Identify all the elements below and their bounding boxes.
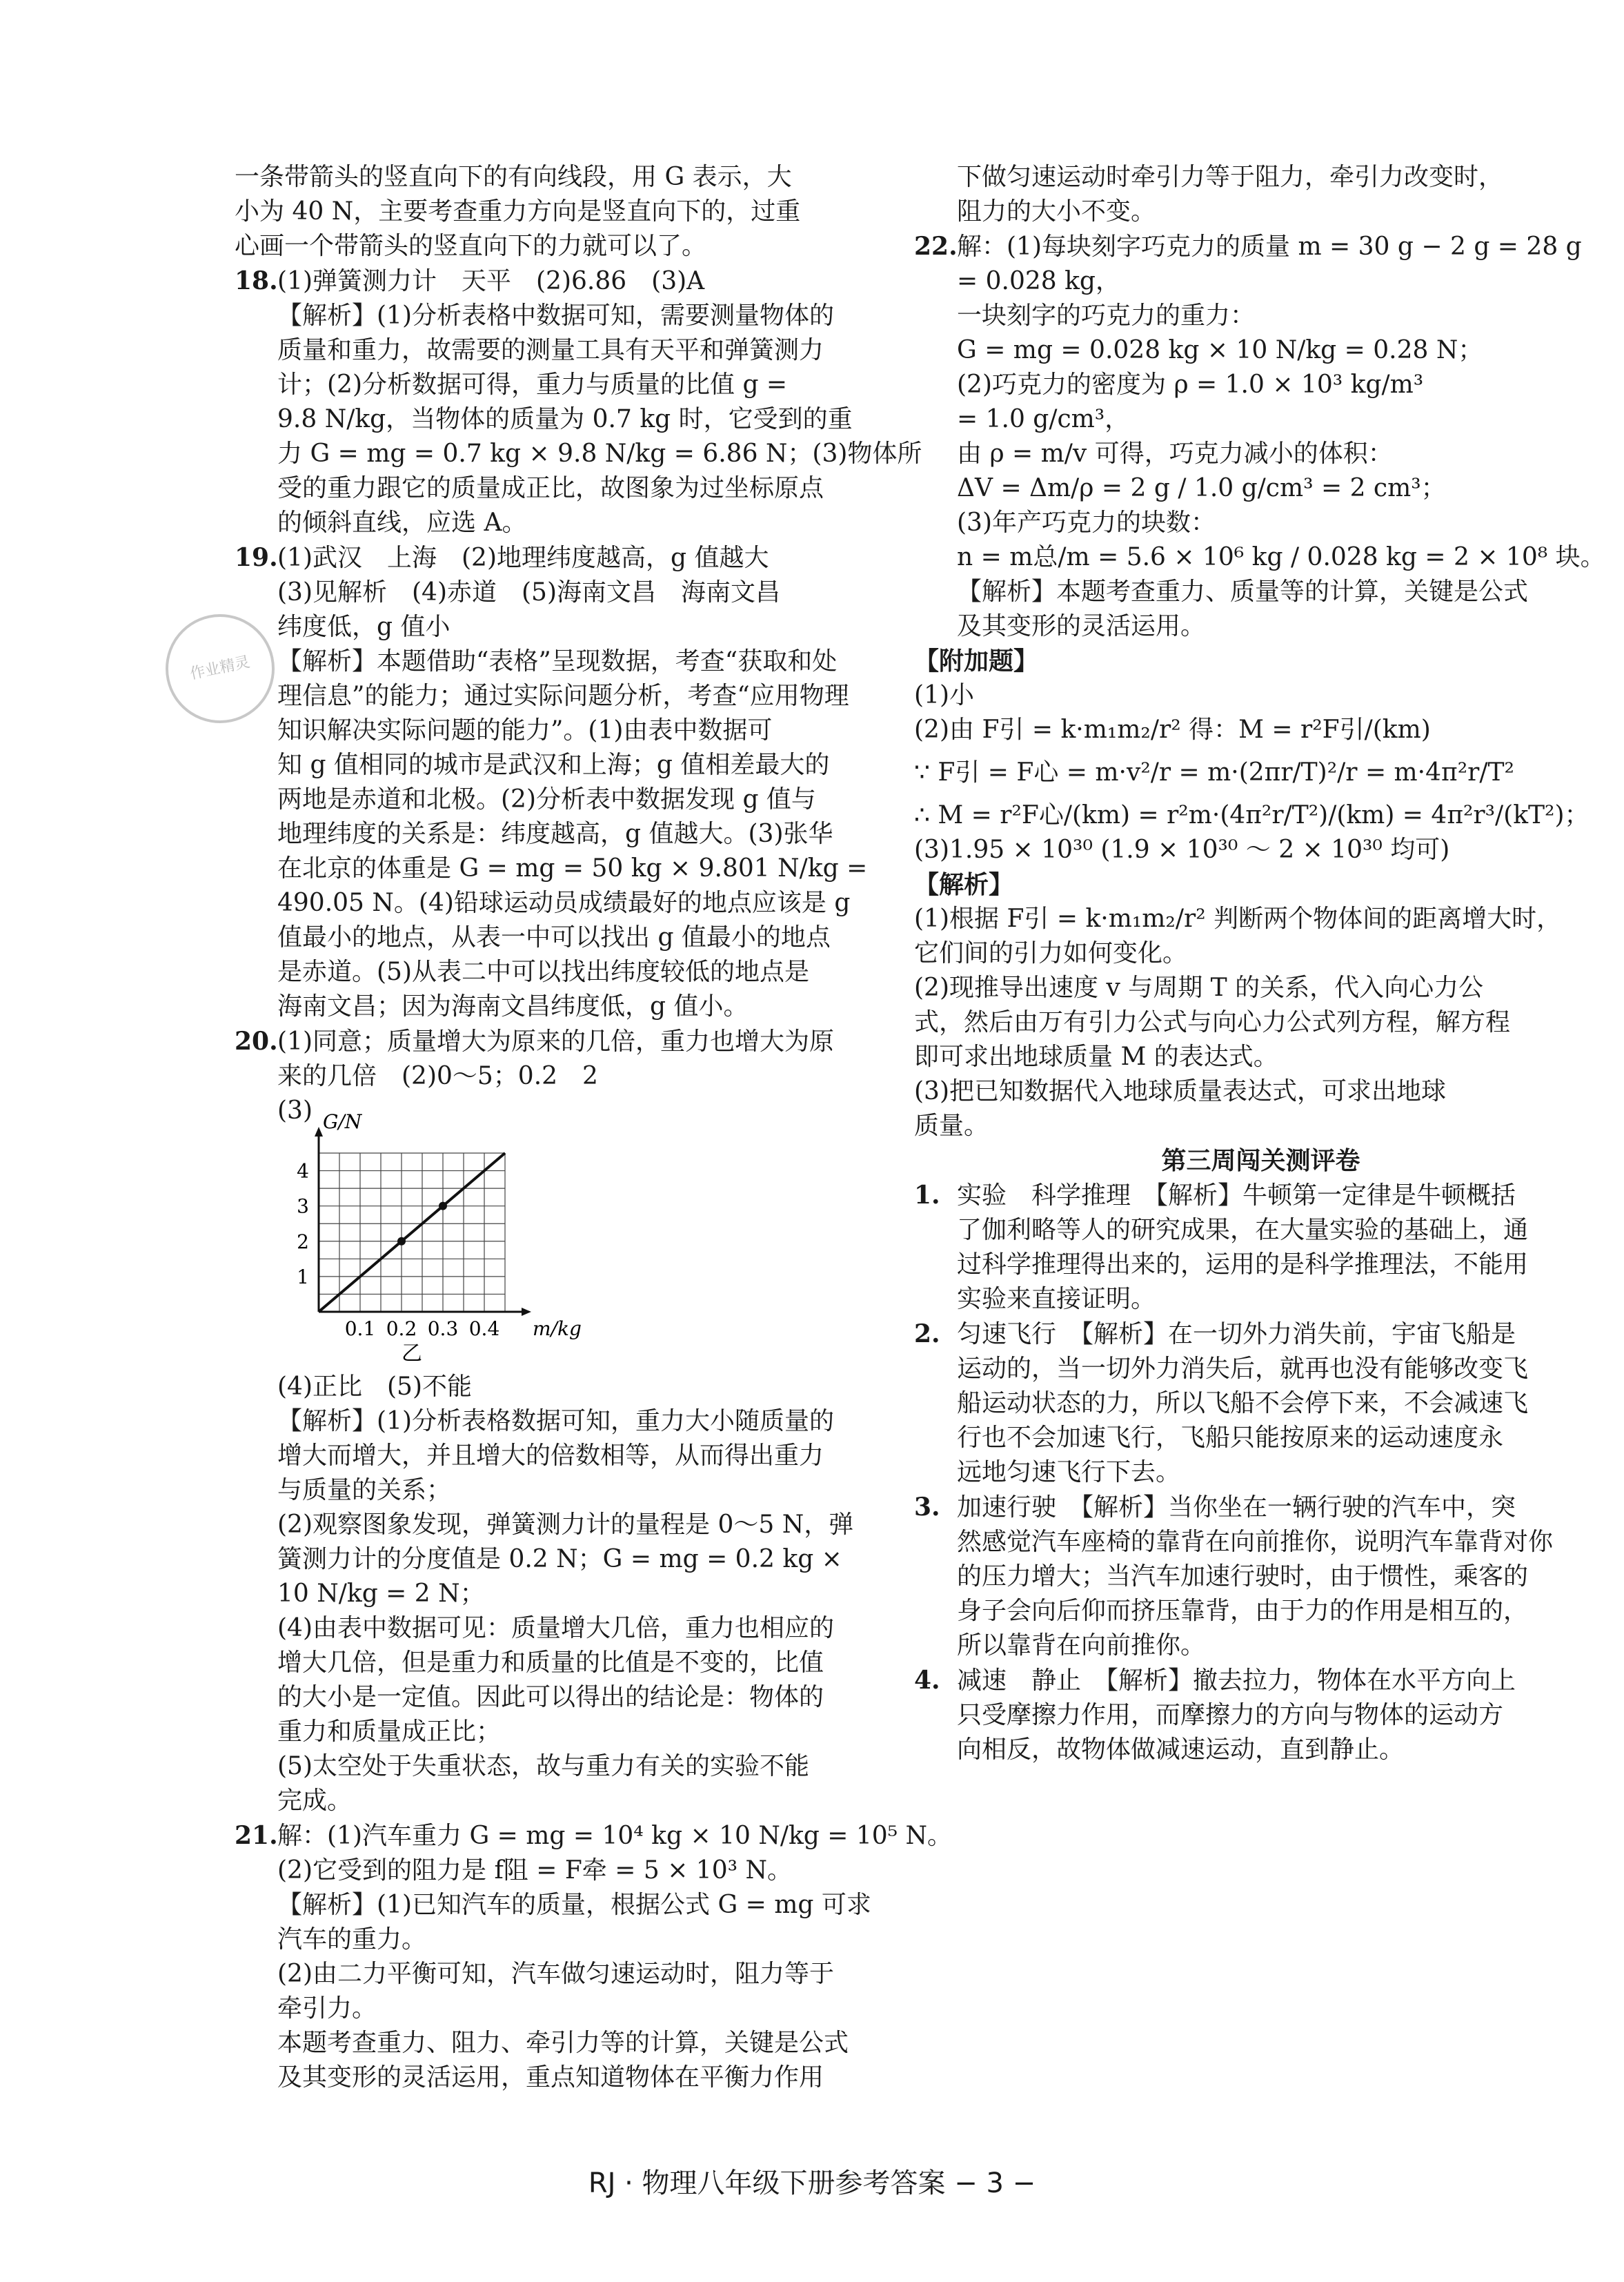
- text-line: 即可求出地球质量 M 的表达式。: [914, 1043, 1278, 1071]
- text-line: 牵引力。: [277, 1994, 377, 2023]
- text-line: 增大而增大，并且增大的倍数相等，从而得出重力: [277, 1442, 824, 1470]
- watermark-stamp: 作业精灵: [155, 604, 284, 733]
- text-line: 增大几倍，但是重力和质量的比值是不变的，比值: [277, 1649, 824, 1677]
- text-line: (3)1.95 × 10³⁰ (1.9 × 10³⁰ ～ 2 × 10³⁰ 均可): [914, 836, 1450, 864]
- question-18: 18.(1)弹簧测力计 天平 (2)6.86 (3)A: [235, 264, 849, 299]
- question-1: 1. 实验 科学推理 【解析】牛顿第一定律是牛顿概括: [914, 1178, 1607, 1213]
- text-line: 10 N/kg = 2 N；: [277, 1580, 485, 1608]
- text-line: 实验来直接证明。: [957, 1285, 1156, 1313]
- graph-container: [235, 1110, 849, 1366]
- text-line: (3)见解析 (4)赤道 (5)海南文昌 海南文昌: [277, 578, 780, 607]
- text-line: 及其变形的灵活运用。: [957, 612, 1206, 640]
- text-line: 只受摩擦力作用，而摩擦力的方向与物体的运动方: [957, 1701, 1504, 1729]
- text-line: 本题考查重力、阻力、牵引力等的计算，关键是公式: [277, 2029, 849, 2057]
- bonus-heading: 【附加题】: [914, 647, 1039, 676]
- text-line: 受的重力跟它的质量成正比，故图象为过坐标原点: [277, 474, 824, 502]
- question-number: 18.: [235, 266, 278, 295]
- x-tick-label: 0.4: [468, 1317, 500, 1340]
- text-line: 运动的，当一切外力消失后，就再也没有能够改变飞: [957, 1355, 1529, 1383]
- text-line: 的倾斜直线，应选 A。: [277, 509, 527, 537]
- text-line: 【解析】(1)已知汽车的质量，根据公式 G = mg 可求: [277, 1891, 871, 1919]
- text-line: 力 G = mg = 0.7 kg × 9.8 N/kg = 6.86 N；(3)物体所: [277, 440, 922, 468]
- text-line: 心画一个带箭头的竖直向下的力就可以了。: [235, 232, 707, 260]
- text-line: (2)观察图象发现，弹簧测力计的量程是 0～5 N，弹: [277, 1511, 854, 1539]
- question-4: 4. 减速 静止 【解析】撤去拉力，物体在水平方向上: [914, 1663, 1607, 1698]
- text-line: 船运动状态的力，所以飞船不会停下来，不会减速飞: [957, 1389, 1529, 1417]
- formula-line: (1)根据 F引 = k·m₁m₂/r² 判断两个物体间的距离增大时，: [914, 905, 1562, 933]
- chart-title: 乙: [402, 1341, 422, 1366]
- formula-line: n = m总/m = 5.6 × 10⁶ kg / 0.028 kg = 2 × 10⁸ 块。: [957, 543, 1605, 571]
- question-number: 3.: [914, 1493, 940, 1522]
- text-line: 汽车的重力。: [277, 1925, 427, 1954]
- text-line: = 0.028 kg，: [957, 267, 1120, 295]
- g-m-chart: [277, 1110, 582, 1366]
- text-line: 簧测力计的分度值是 0.2 N；G = mg = 0.2 kg ×: [277, 1545, 842, 1573]
- y-tick-label: 3: [297, 1194, 309, 1218]
- text-line: (4)正比 (5)不能: [277, 1373, 472, 1401]
- text-line: (2)现推导出速度 v 与周期 T 的关系，代入向心力公: [914, 974, 1484, 1002]
- text-line: 身子会向后仰而挤压靠背，由于力的作用是相互的，: [957, 1597, 1529, 1625]
- text-line: = 1.0 g/cm³，: [957, 405, 1130, 433]
- text-line: (1)小: [914, 681, 974, 709]
- text-line: 在北京的体重是 G = mg = 50 kg × 9.801 N/kg =: [277, 854, 868, 883]
- text-line: 【解析】(1)分析表格中数据可知，需要测量物体的: [277, 302, 834, 330]
- y-tick-label: 1: [297, 1265, 309, 1288]
- question-21: 21.解：(1)汽车重力 G = mg = 10⁴ kg × 10 N/kg = 10⁵ N。: [235, 1818, 849, 1853]
- text-line: 完成。: [277, 1787, 353, 1815]
- text-line: 海南文昌；因为海南文昌纬度低，g 值小。: [277, 992, 749, 1021]
- text-line: 及其变形的灵活运用，重点知道物体在平衡力作用: [277, 2063, 824, 2092]
- y-tick-label: 4: [297, 1159, 309, 1183]
- series-line: [319, 1153, 505, 1312]
- text-line: 质量和重力，故需要的测量工具有天平和弹簧测力: [277, 336, 824, 364]
- text-line: (3)把已知数据代入地球质量表达式，可求出地球: [914, 1077, 1446, 1105]
- text-line: 地理纬度的关系是：纬度越高，g 值越大。(3)张华: [277, 820, 833, 848]
- text-line: 过科学推理得出来的，运用的是科学推理法，不能用: [957, 1250, 1529, 1279]
- text-line: 来的几倍 (2)0～5；0.2 2: [277, 1062, 598, 1090]
- text-line: 一条带箭头的竖直向下的有向线段，用 G 表示，大: [235, 163, 792, 191]
- formula-line: ΔV = Δm/ρ = 2 g / 1.0 g/cm³ = 2 cm³；: [957, 474, 1446, 502]
- y-axis-label: G/N: [323, 1110, 362, 1133]
- text-line: 纬度低，g 值小: [277, 613, 450, 641]
- text-line: 阻力的大小不变。: [957, 197, 1156, 226]
- text-line: (2)巧克力的密度为 ρ = 1.0 × 10³ kg/m³: [957, 371, 1424, 399]
- text-line: 【解析】(1)分析表格数据可知，重力大小随质量的: [277, 1407, 834, 1435]
- question-number: 4.: [914, 1666, 940, 1695]
- text-line: (3): [277, 1096, 313, 1125]
- text-line: 知识解决实际问题的能力”。(1)由表中数据可: [277, 716, 773, 745]
- x-tick-label: 0.2: [386, 1317, 417, 1340]
- question-number: 21.: [235, 1821, 278, 1850]
- text-line: 一块刻字的巧克力的重力：: [957, 302, 1256, 330]
- question-19: 19.(1)武汉 上海 (2)地理纬度越高，g 值越大: [235, 540, 849, 576]
- text-line: 理信息”的能力；通过实际问题分析，考查“应用物理: [277, 682, 849, 710]
- text-line: 的压力增大；当汽车加速行驶时，由于惯性，乘客的: [957, 1562, 1529, 1591]
- text-line: 知 g 值相同的城市是武汉和上海；g 值相差最大的: [277, 751, 830, 779]
- data-point: [439, 1202, 447, 1210]
- data-point: [397, 1237, 406, 1246]
- text-line: (3)年产巧克力的块数：: [957, 509, 1216, 537]
- text-line: 计；(2)分析数据可得，重力与质量的比值 g =: [277, 371, 788, 399]
- x-axis-arrow: [522, 1308, 531, 1316]
- text-line: 式，然后由万有引力公式与向心力公式列方程，解方程: [914, 1008, 1511, 1036]
- text-line: (2)由二力平衡可知，汽车做匀速运动时，阻力等于: [277, 1960, 834, 1988]
- question-number: 22.: [914, 232, 958, 261]
- text-line: 远地匀速飞行下去。: [957, 1458, 1181, 1486]
- question-number: 2.: [914, 1319, 940, 1348]
- y-tick-label: 2: [297, 1230, 309, 1253]
- text-line: (4)由表中数据可见：质量增大几倍，重力也相应的: [277, 1614, 834, 1642]
- question-22: 22.解：(1)每块刻字巧克力的质量 m = 30 g − 2 g = 28 g: [914, 229, 1607, 264]
- formula-line: ∴ M = r²F心/(km) = r²m·(4π²r/T²)/(km) = 4π²r³/(kT²)；: [914, 801, 1590, 829]
- text-line: 质量。: [914, 1112, 989, 1140]
- question-20: 20.(1)同意；质量增大为原来的几倍，重力也增大为原: [235, 1024, 849, 1059]
- text-line: 小为 40 N，主要考查重力方向是竖直向下的，过重: [235, 197, 801, 226]
- question-2: 2. 匀速飞行 【解析】在一切外力消失前，宇宙飞船是: [914, 1317, 1607, 1352]
- text-line: 重力和质量成正比；: [277, 1718, 502, 1746]
- page-footer: RJ · 物理八年级下册参考答案 − 3 −: [588, 2167, 1036, 2199]
- text-line: (5)太空处于失重状态，故与重力有关的实验不能: [277, 1752, 809, 1780]
- text-line: 所以靠背在向前推你。: [957, 1631, 1206, 1660]
- text-line: 行也不会加速飞行，飞船只能按原来的运动速度永: [957, 1424, 1504, 1452]
- text-line: 然感觉汽车座椅的靠背在向前推你，说明汽车靠背对你: [957, 1528, 1554, 1556]
- text-line: 了伽利略等人的研究成果，在大量实验的基础上，通: [957, 1216, 1529, 1244]
- text-line: 的大小是一定值。因此可以得出的结论是：物体的: [277, 1683, 824, 1711]
- question-number: 19.: [235, 543, 278, 572]
- x-tick-label: 0.3: [427, 1317, 459, 1340]
- question-3: 3. 加速行驶 【解析】当你坐在一辆行驶的汽车中，突: [914, 1490, 1607, 1525]
- x-tick-label: 0.1: [344, 1317, 376, 1340]
- formula-line: 由 ρ = m/v 可得，巧克力减小的体积：: [957, 440, 1393, 468]
- formula-line: ∵ F引 = F心 = m·v²/r = m·(2πr/T)²/r = m·4π²r/T²: [914, 758, 1514, 787]
- x-axis-label: m/kg: [533, 1317, 582, 1340]
- right-column: [914, 160, 1607, 1767]
- text-line: 下做匀速运动时牵引力等于阻力，牵引力改变时，: [957, 163, 1504, 191]
- text-line: 两地是赤道和北极。(2)分析表中数据发现 g 值与: [277, 785, 816, 814]
- text-line: 9.8 N/kg，当物体的质量为 0.7 kg 时，它受到的重: [277, 405, 853, 433]
- text-line: 它们间的引力如何变化。: [914, 939, 1188, 967]
- text-line: 是赤道。(5)从表二中可以找出纬度较低的地点是: [277, 958, 809, 986]
- text-line: 向相反，故物体做减速运动，直到静止。: [957, 1735, 1405, 1764]
- question-number: 20.: [235, 1027, 278, 1056]
- section-title: 第三周闯关测评卷: [1161, 1146, 1360, 1175]
- y-axis-arrow: [315, 1127, 323, 1137]
- question-number: 1.: [914, 1181, 940, 1210]
- text-line: 值最小的地点，从表一中可以找出 g 值最小的地点: [277, 923, 831, 952]
- text-line: (2)它受到的阻力是 f阻 = F牵 = 5 × 10³ N。: [277, 1856, 792, 1885]
- text-line: 490.05 N。(4)铅球运动员成绩最好的地点应该是 g: [277, 889, 851, 917]
- text-line: 【解析】本题考查重力、质量等的计算，关键是公式: [957, 578, 1529, 606]
- analysis-heading: 【解析】: [914, 870, 1014, 899]
- text-line: 与质量的关系；: [277, 1476, 452, 1504]
- text-line: 【解析】本题借助“表格”呈现数据，考查“获取和处: [277, 647, 838, 676]
- formula-line: (2)由 F引 = k·m₁m₂/r² 得：M = r²F引/(km): [914, 716, 1431, 744]
- text-line: G = mg = 0.028 kg × 10 N/kg = 0.28 N；: [957, 336, 1483, 364]
